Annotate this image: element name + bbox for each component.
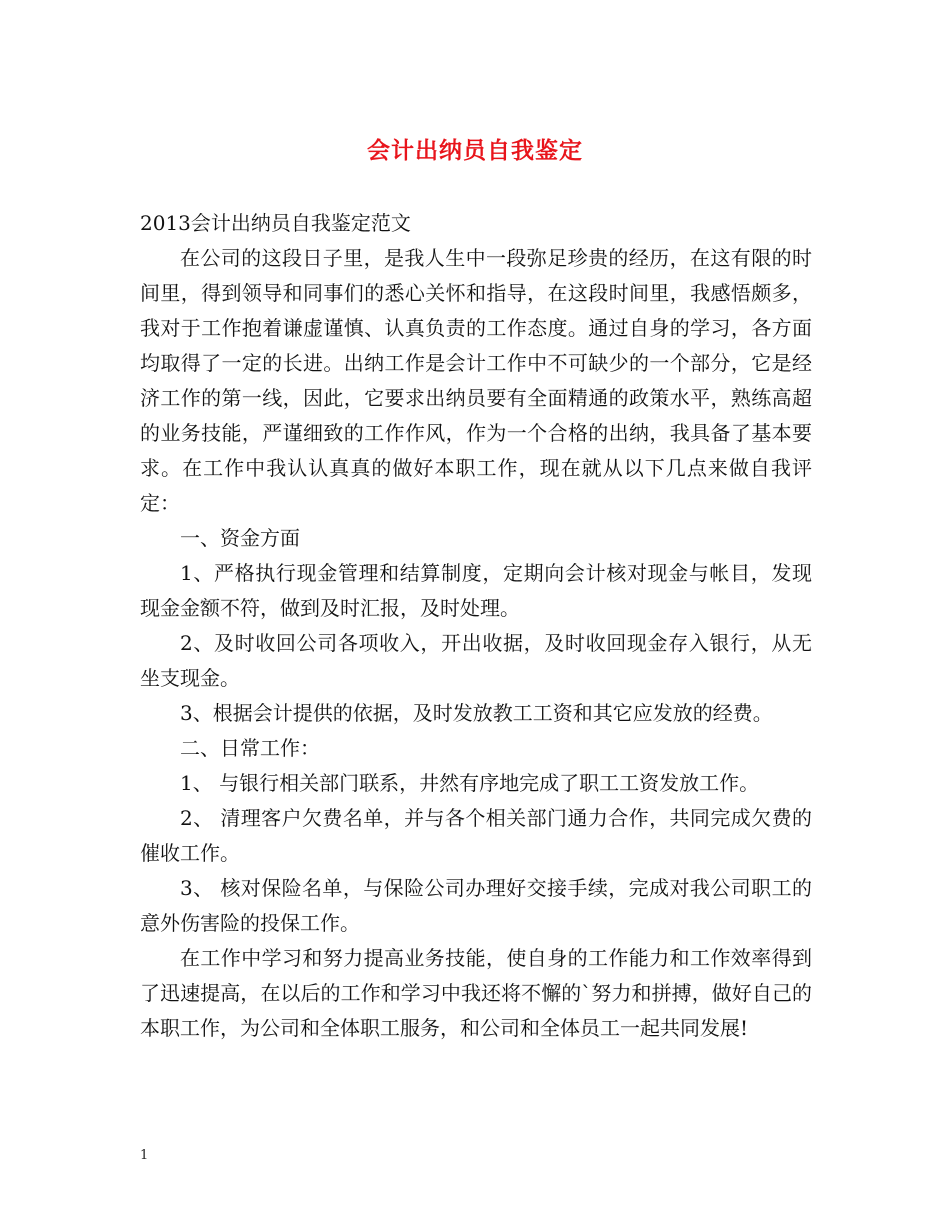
paragraph-daily-item-3: 3、 核对保险名单，与保险公司办理好交接手续，完成对我公司职工的意外伤害险的投保工作。 [140,876,812,935]
document-body [140,206,812,1046]
paragraph-funds-item-2: 2、及时收回公司各项收入，开出收据，及时收回现金存入银行，从无坐支现金。 [140,631,812,690]
paragraph-daily-item-1: 1、 与银行相关部门联系，井然有序地完成了职工工资发放工作。 [180,771,760,795]
page-number: 1 [140,1148,149,1163]
paragraph-intro: 在公司的这段日子里，是我人生中一段弥足珍贵的经历，在这有限的时间里，得到领导和同事们的悉心关怀和指导，在这段时间里，我感悟颇多，我对于工作抱着谦虚谨慎、认真负责的工作态度。通过自身的学习，各方面均取得了一定的长进。出纳工作是会计工作中不可缺少的一个部分，它是经济工作的第一线，因此，它要求出纳员要有全面精通的政策水平，熟练高超的业务技能，严谨细致的工作作风，作为一个合格的出纳，我具备了基本要求。在工作中我认认真真的做好本职工作，现在就从以下几点来做自我评定： [140,246,812,515]
document-title: 会计出纳员自我鉴定 [367,137,583,164]
paragraph-funds-item-1: 1、严格执行现金管理和结算制度，定期向会计核对现金与帐目，发现现金金额不符，做到及时汇报，及时处理。 [140,561,812,620]
section-heading-funds: 一、资金方面 [180,526,300,550]
paragraph-funds-item-3: 3、根据会计提供的依据，及时发放教工工资和其它应发放的经费。 [180,701,773,725]
section-heading-daily-work: 二、日常工作： [180,736,320,760]
paragraph-conclusion: 在工作中学习和努力提高业务技能，使自身的工作能力和工作效率得到了迅速提高，在以后的工作和学习中我还将不懈的`努力和拼搏，做好自己的本职工作，为公司和全体职工服务，和公司和全体员工一起共同发展! [140,946,812,1040]
document-subtitle: 2013会计出纳员自我鉴定范文 [140,211,411,235]
paragraph-daily-item-2: 2、 清理客户欠费名单，并与各个相关部门通力合作，共同完成欠费的催收工作。 [140,806,812,865]
